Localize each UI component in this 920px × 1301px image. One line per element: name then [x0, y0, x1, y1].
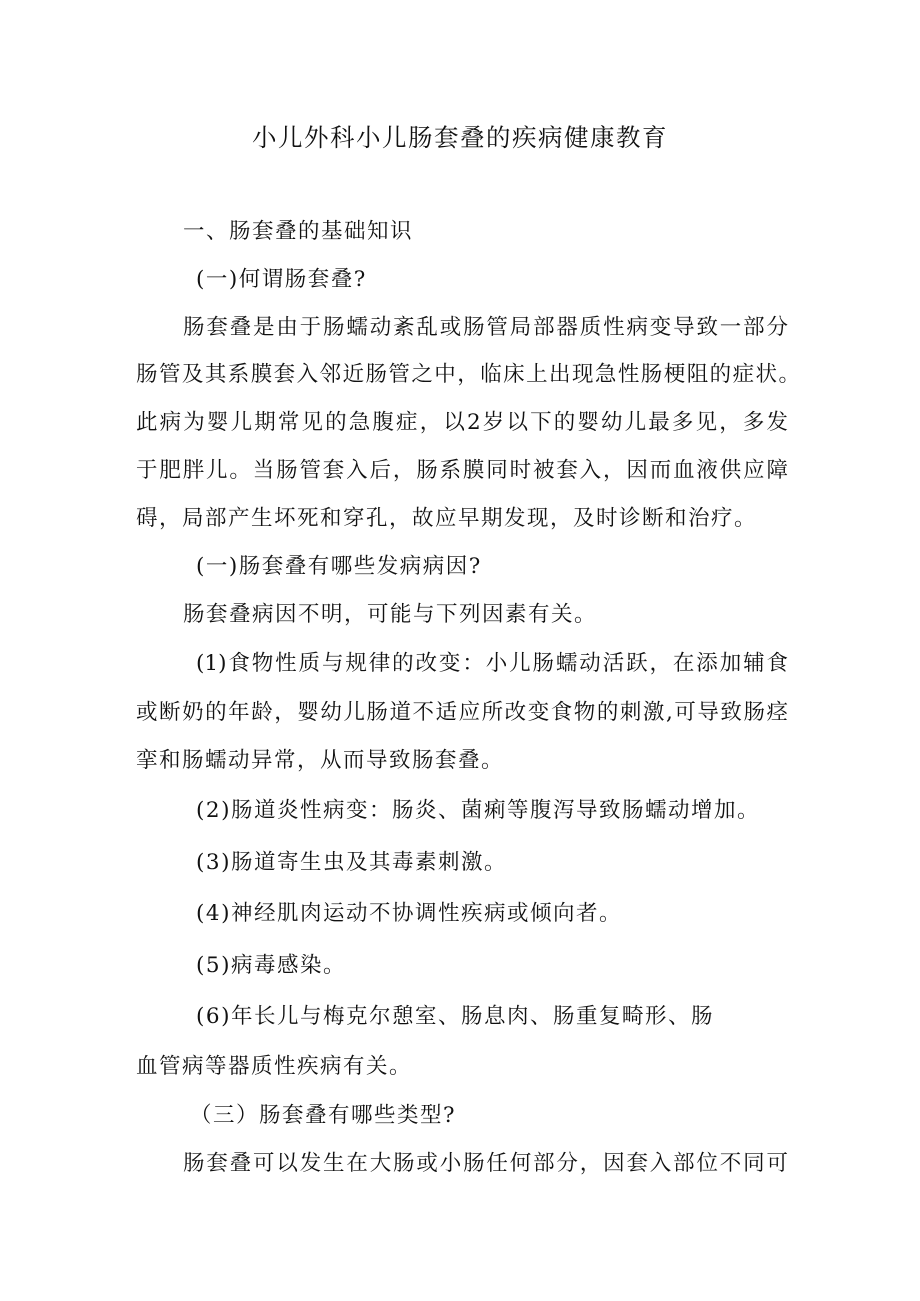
list-item-line: (6)年长儿与梅克尔憩室、肠息肉、肠重复畸形、肠 [196, 1004, 714, 1029]
subsection-heading-causes: (一)肠套叠有哪些发病病因? [196, 554, 482, 579]
list-item: (3)肠道寄生虫及其毒素刺激。 [196, 850, 507, 875]
list-item: (2)肠道炎性病变：肠炎、菌痢等腹泻导致肠蠕动增加。 [196, 798, 760, 823]
paragraph-line: 肠套叠是由于肠蠕动紊乱或肠管局部器质性病变导致一部分 [183, 315, 788, 340]
subsection-heading-types: （三）肠套叠有哪些类型? [190, 1103, 457, 1128]
list-item-line: (1)食物性质与规律的改变：小儿肠蠕动活跃，在添加辅食 [196, 651, 788, 676]
list-item: (4)神经肌肉运动不协调性疾病或倾向者。 [196, 901, 622, 926]
paragraph-line: 碍，局部产生坏死和穿孔，故应早期发现，及时诊断和治疗。 [136, 506, 758, 531]
list-item-line: 血管病等器质性疾病有关。 [136, 1054, 413, 1079]
paragraph-line: 肠套叠可以发生在大肠或小肠任何部分，因套入部位不同可 [183, 1151, 788, 1176]
paragraph-line: 肠套叠病因不明，可能与下列因素有关。 [183, 602, 598, 627]
paragraph-line: 肠管及其系膜套入邻近肠管之中，临床上出现急性肠梗阻的症状。 [136, 362, 800, 387]
list-item: (5)病毒感染。 [196, 953, 346, 978]
paragraph-line: 于肥胖儿。当肠管套入后，肠系膜同时被套入，因而血液供应障 [136, 458, 788, 483]
list-item-line: 或断奶的年龄，婴幼儿肠道不适应所改变食物的刺激,可导致肠痉 [136, 700, 788, 725]
list-item-line: 挛和肠蠕动异常，从而导致肠套叠。 [136, 748, 505, 773]
section-heading: 一、肠套叠的基础知识 [183, 219, 414, 244]
document-title: 小儿外科小儿肠套叠的疾病健康教育 [252, 123, 668, 152]
paragraph-line: 此病为婴儿期常见的急腹症，以2岁以下的婴幼儿最多见，多发 [136, 410, 788, 435]
subsection-heading-what-is: (一)何谓肠套叠? [196, 267, 367, 292]
